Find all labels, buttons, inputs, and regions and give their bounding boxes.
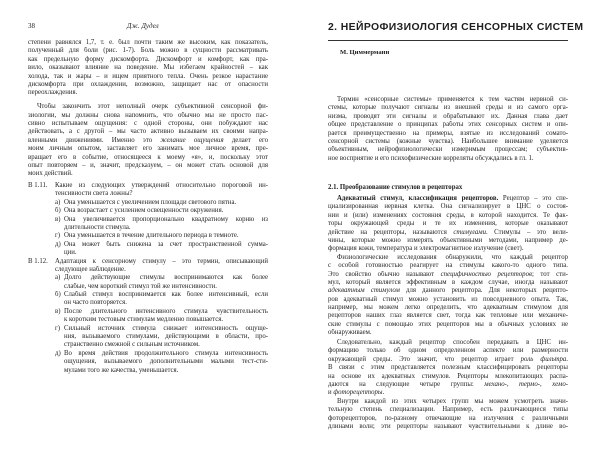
- chapter-title: 2. НЕЙРОФИЗИОЛОГИЯ СЕНСОРНЫХ СИСТЕМ: [328, 22, 584, 33]
- option-letter: д): [55, 240, 61, 248]
- text-segment: дискомфорта при охлаждении, возможно, защищает нас от опасности: [28, 80, 268, 88]
- text-segment: Физиологические исследования обнаружили, что каждый рецептор: [337, 253, 568, 261]
- text-line: [28, 39, 268, 47]
- answer-option: [55, 325, 268, 350]
- option-text-line: [55, 358, 268, 366]
- text-line: [328, 287, 568, 295]
- text-line: [328, 254, 568, 262]
- text-segment: сивно испытываем ощущения: с одной стороны, они побуждают нас: [28, 120, 268, 128]
- option-text-line: [55, 367, 268, 375]
- text-segment: вило, оказывают влияние на поведение. Мы избегаем крайностей – как: [28, 64, 268, 72]
- text-line: [328, 423, 568, 431]
- text-line: [28, 89, 268, 97]
- text-segment: зиологии, мы должны снова напомнить, что обычно мы не просто пас-: [28, 111, 268, 119]
- text-segment: действовать, а с другой – мы часто активно вызываем их своими напра-: [28, 128, 268, 136]
- text-line: [328, 195, 568, 203]
- question: [28, 257, 268, 375]
- option-letter: б): [55, 207, 61, 215]
- text-line: [28, 47, 268, 55]
- emphasis-text: роль фильтра: [520, 355, 567, 363]
- text-segment: ; тот сти-: [531, 270, 568, 278]
- text-segment: Чтобы закончить этот неполный очерк субъективной сенсорной фи-: [37, 103, 268, 111]
- option-text-line: [55, 291, 268, 299]
- text-segment: Внутри каждой из этих четырех групп мы можем усмотреть значи-: [337, 397, 568, 405]
- option-text-line: [55, 224, 268, 232]
- text-line: [328, 339, 568, 347]
- text-segment: опыт повторяем – и, значит, предсказуем, – он может стать основой для: [28, 161, 268, 169]
- text-segment: ров адекватный стимул можно установить из повседневного опыта. Так,: [328, 295, 568, 303]
- option-text-line: [55, 199, 268, 207]
- text-segment: Она возрастает с усилением освещенности окружения.: [64, 207, 224, 215]
- text-segment: обнаруживаем.: [328, 329, 372, 337]
- text-line: [28, 145, 268, 153]
- text-line: [28, 128, 268, 136]
- text-line: [328, 373, 568, 381]
- text-line: [28, 120, 268, 128]
- text-line: [28, 137, 268, 145]
- answer-option: [55, 350, 268, 375]
- option-letter: а): [55, 198, 61, 206]
- option-text-line: [55, 299, 268, 307]
- text-segment: на основе их адекватных стимулов. Рецепторы млекопитающих распа-: [328, 372, 568, 380]
- text-segment: например, мы можем легко определить, что адекватным стимулом для: [328, 304, 568, 312]
- text-segment: длительности стимула.: [64, 223, 131, 231]
- text-line: [328, 321, 568, 329]
- text-segment: низма, проводят эти сигналы и обрабатывают их. Данная глава дает: [328, 112, 568, 120]
- text-segment: Она уменьшается в течение длительного периода в темноте.: [64, 232, 239, 240]
- emphasis-text: механо-, термо-, хемо-: [484, 380, 568, 388]
- text-segment: моих действий.: [28, 170, 73, 178]
- paragraph: [28, 103, 268, 179]
- answer-option: [55, 199, 268, 207]
- intro-text: [328, 96, 568, 163]
- answer-option: [55, 207, 268, 215]
- text-segment: чины, которые можно измерять объективными методами, например де-: [328, 236, 568, 244]
- paragraph: [28, 39, 268, 98]
- option-text-line: [55, 232, 268, 240]
- text-segment: и: [328, 389, 334, 397]
- option-text-line: [55, 283, 268, 291]
- text-line: [328, 104, 568, 112]
- text-line: [28, 162, 268, 170]
- text-line: [328, 415, 568, 423]
- text-segment: ские стимулы с помощью этих рецепторов мы в обычных условиях не: [328, 320, 568, 328]
- text-segment: ощущения, вызываемого дополнительными малыми тест-сти-: [64, 358, 268, 366]
- body-text: [28, 39, 268, 179]
- option-text-line: [55, 274, 268, 282]
- text-line: [328, 155, 568, 163]
- chapter-author: М. Циммерманн: [340, 49, 390, 56]
- text-segment: даются на следующие четыре группы:: [328, 380, 485, 388]
- option-text-line: [55, 350, 268, 358]
- text-segment: торы окружающей среды и те их изменения, которые оказывают: [328, 220, 568, 228]
- text-segment: степени равнялся 1,7, т. е. был почти таким же высоким, как показатель,: [28, 39, 268, 46]
- text-segment: вращает его в событие, относящееся к моему «я», и, поскольку этот: [28, 153, 268, 161]
- text-segment: ное восприятие и его психофизические корреляты обсуждались в гл. 1.: [328, 154, 534, 162]
- option-letter: г): [55, 324, 61, 332]
- text-segment: он часто повторяется.: [64, 299, 127, 307]
- text-segment: моим личным опытом, заставляет его занимать мое личное время, пре-: [28, 145, 268, 153]
- text-segment: Она может быть снижена за счет пространственной сумма-: [64, 240, 268, 248]
- emphasis-text: стимулами: [453, 228, 486, 236]
- answer-option: [55, 308, 268, 325]
- text-line: [28, 154, 268, 162]
- paragraph: [328, 339, 568, 398]
- text-line: [328, 364, 568, 372]
- text-line: [328, 381, 568, 389]
- option-letter: д): [55, 349, 61, 357]
- question-text-line: [55, 258, 268, 266]
- text-segment: вленными движениями. Именно это: [28, 136, 161, 144]
- answer-option: [55, 216, 268, 233]
- text-segment: как предельную форму дискомфорта. Дискомфорт и комфорт, как пра-: [28, 55, 268, 63]
- text-line: [328, 113, 568, 121]
- title-rule: [328, 40, 568, 41]
- answer-option: [55, 232, 268, 240]
- text-segment: холода, так и жары – и ищем приятного тепла. Очень резкое нарастание: [28, 72, 268, 80]
- text-segment: рецепторов наших глаз является свет, тогда как тепловые или механиче-: [328, 312, 568, 320]
- paragraph: [328, 254, 568, 338]
- text-segment: Какие из следующих утверждений относительно пороговой ин-: [55, 182, 268, 189]
- answer-option: [55, 291, 268, 308]
- text-segment: Сильный источник стимула снижает интенсивность ощуще-: [64, 324, 268, 332]
- text-segment: Это свойство обычно называют: [328, 270, 441, 278]
- text-segment: длинами волн; эти рецепторы называют чувствительными к длине во-: [328, 422, 568, 430]
- text-segment: Рецептор – это спе-: [498, 195, 568, 202]
- text-segment: Долго действующие стимулы воспринимаются как более: [64, 274, 268, 282]
- body-text-a: [328, 195, 568, 338]
- emphasis-text: желание ощущения: [160, 136, 224, 144]
- text-line: [328, 279, 568, 287]
- body-text-b: [328, 339, 568, 431]
- text-segment: После длительного интенсивного стимула чувствительность: [64, 307, 268, 315]
- text-line: [328, 229, 568, 237]
- text-line: [328, 245, 568, 253]
- option-letter: в): [55, 307, 61, 315]
- text-segment: ния, вызываемого стимулами, действующими в области, про-: [64, 333, 268, 341]
- text-line: [328, 96, 568, 104]
- text-segment: переохлаждения.: [28, 89, 78, 97]
- text-segment: сенсорной системы (кожные чувства). Наибольшее внимание уделяется: [328, 137, 568, 145]
- option-text-line: [55, 241, 268, 249]
- option-letter: в): [55, 215, 61, 223]
- text-segment: В связи с этим представляется полезным классифицировать рецепторы: [328, 364, 568, 372]
- text-segment: .: [566, 355, 568, 363]
- text-segment: полученный для боли (рис. 1-7). Боль можно в сущности рассматривать: [28, 47, 268, 55]
- text-segment: Адаптация к сенсорному стимулу – это термин, описывающий: [55, 257, 268, 265]
- option-letter: б): [55, 291, 61, 299]
- text-segment: тенсивности света ложны?: [55, 190, 133, 198]
- text-segment: к коротким тестовым стимулам медленно повышается.: [64, 316, 224, 324]
- paragraph-lead: Адекватный стимул, классификация рецепторов.: [337, 195, 499, 202]
- text-line: [328, 237, 568, 245]
- right-page: [300, 0, 600, 456]
- text-line: [328, 262, 568, 270]
- emphasis-text: фоторецепторы: [333, 389, 383, 397]
- option-letter: г): [55, 232, 61, 240]
- text-segment: стемы, которые получают сигналы из внешней среды и из самого орга-: [328, 104, 568, 112]
- option-letter: а): [55, 274, 61, 282]
- text-line: [328, 146, 568, 154]
- text-line: [328, 121, 568, 129]
- running-head: Дж. Дудел: [127, 22, 159, 30]
- option-text-line: [55, 216, 268, 224]
- text-segment: . Стимулы – это вели-: [486, 228, 568, 236]
- text-line: [328, 406, 568, 414]
- question-number: В 1.11.: [28, 182, 48, 189]
- text-line: [328, 347, 568, 355]
- option-text-line: [55, 308, 268, 316]
- text-segment: Во время действия продолжительного стимула интенсивность: [64, 349, 268, 357]
- text-segment: Она уменьшается с увеличением площади светового пятна.: [64, 198, 237, 206]
- text-line: [328, 138, 568, 146]
- paragraph: [328, 398, 568, 432]
- text-segment: Термин «сенсорные системы» применяется к тем частям нервной си-: [337, 96, 568, 103]
- question-number: В 1.12.: [28, 257, 48, 265]
- text-line: [28, 56, 268, 64]
- text-line: [328, 203, 568, 211]
- text-segment: ции.: [64, 249, 77, 257]
- review-questions: [28, 182, 268, 375]
- option-text-line: [55, 249, 268, 257]
- text-line: [28, 81, 268, 89]
- answer-option: [55, 241, 268, 258]
- text-segment: общее представление о принципах работы этих сенсорных систем и опи-: [328, 121, 568, 129]
- question: [28, 182, 268, 258]
- text-segment: циализированная нервная клетка. Она сигнализирует в ЦНС о состоя-: [328, 203, 568, 211]
- text-segment: окружающей среды. Это значит, что рецептор играет: [328, 355, 521, 363]
- text-segment: мулами того же качества, уменьшается.: [64, 366, 179, 374]
- text-line: [328, 356, 568, 364]
- text-line: [328, 130, 568, 138]
- text-line: [328, 296, 568, 304]
- option-text-line: [55, 341, 268, 349]
- text-segment: с особой готовностью реагирует на стимулы какого-то одного типа.: [328, 262, 568, 270]
- text-segment: для данного рецептора. Для некоторых рецепто-: [399, 287, 568, 295]
- text-segment: Следовательно, каждый рецептор способен передавать в ЦНС ин-: [337, 339, 568, 346]
- text-segment: делает его: [223, 136, 268, 144]
- text-line: [28, 170, 268, 178]
- question-text-line: [55, 190, 268, 198]
- emphasis-text: адекватным стимулом: [328, 287, 400, 295]
- paragraph: [328, 96, 568, 163]
- text-segment: нии и (или) изменениях состояния среды, в которой находится. Те фак-: [328, 211, 568, 219]
- text-segment: рается преимущественно на примеры, взятые из исследований сомато-: [328, 129, 568, 137]
- text-line: [328, 398, 568, 406]
- text-line: [328, 312, 568, 320]
- text-segment: следующее наблюдение.: [55, 265, 126, 273]
- text-segment: фоторецепторов, по-разному отвечающие на излучения с различными: [328, 414, 568, 422]
- text-segment: .: [382, 389, 385, 397]
- answer-option: [55, 274, 268, 291]
- text-line: [28, 64, 268, 72]
- text-segment: Она увеличивается пропорционально квадратному корню из: [64, 215, 268, 223]
- text-segment: действие на рецепторы, называются: [328, 228, 454, 236]
- text-segment: Слабый стимул воспринимается как более интенсивный, если: [64, 291, 268, 299]
- text-line: [28, 112, 268, 120]
- text-line: [28, 73, 268, 81]
- option-text-line: [55, 316, 268, 324]
- emphasis-text: специфичностью рецепторов: [440, 270, 532, 278]
- option-text-line: [55, 325, 268, 333]
- question-text-line: [55, 182, 268, 190]
- text-segment: формация кожи, температура и электромагнитное излучение (свет).: [328, 245, 524, 253]
- option-text-line: [55, 333, 268, 341]
- text-segment: странственно смежной с сильным источником.: [64, 341, 200, 349]
- text-segment: тельную степень специализации. Например, есть различающиеся типы: [328, 406, 568, 414]
- text-line: [328, 220, 568, 228]
- option-text-line: [55, 207, 268, 215]
- text-segment: формацию только об одном определенном аспекте или размерности: [328, 347, 568, 355]
- text-segment: слабые, чем короткий стимул той же интенсивности.: [64, 282, 217, 290]
- text-line: [328, 304, 568, 312]
- section-heading: 2.1. Преобразование стимулов в рецепторах: [328, 184, 463, 191]
- question-text-line: [55, 266, 268, 274]
- page-number: 38: [28, 22, 35, 30]
- text-line: [328, 271, 568, 279]
- text-line: [328, 329, 568, 337]
- text-segment: мул, который является эффективным в каждом случае, иногда называют: [328, 278, 568, 286]
- text-line: [328, 389, 568, 397]
- text-line: [328, 212, 568, 220]
- paragraph: [328, 195, 568, 254]
- text-segment: объективным, нейрофизиологически измеримым процессам; субъектив-: [328, 146, 568, 154]
- text-line: [28, 103, 268, 111]
